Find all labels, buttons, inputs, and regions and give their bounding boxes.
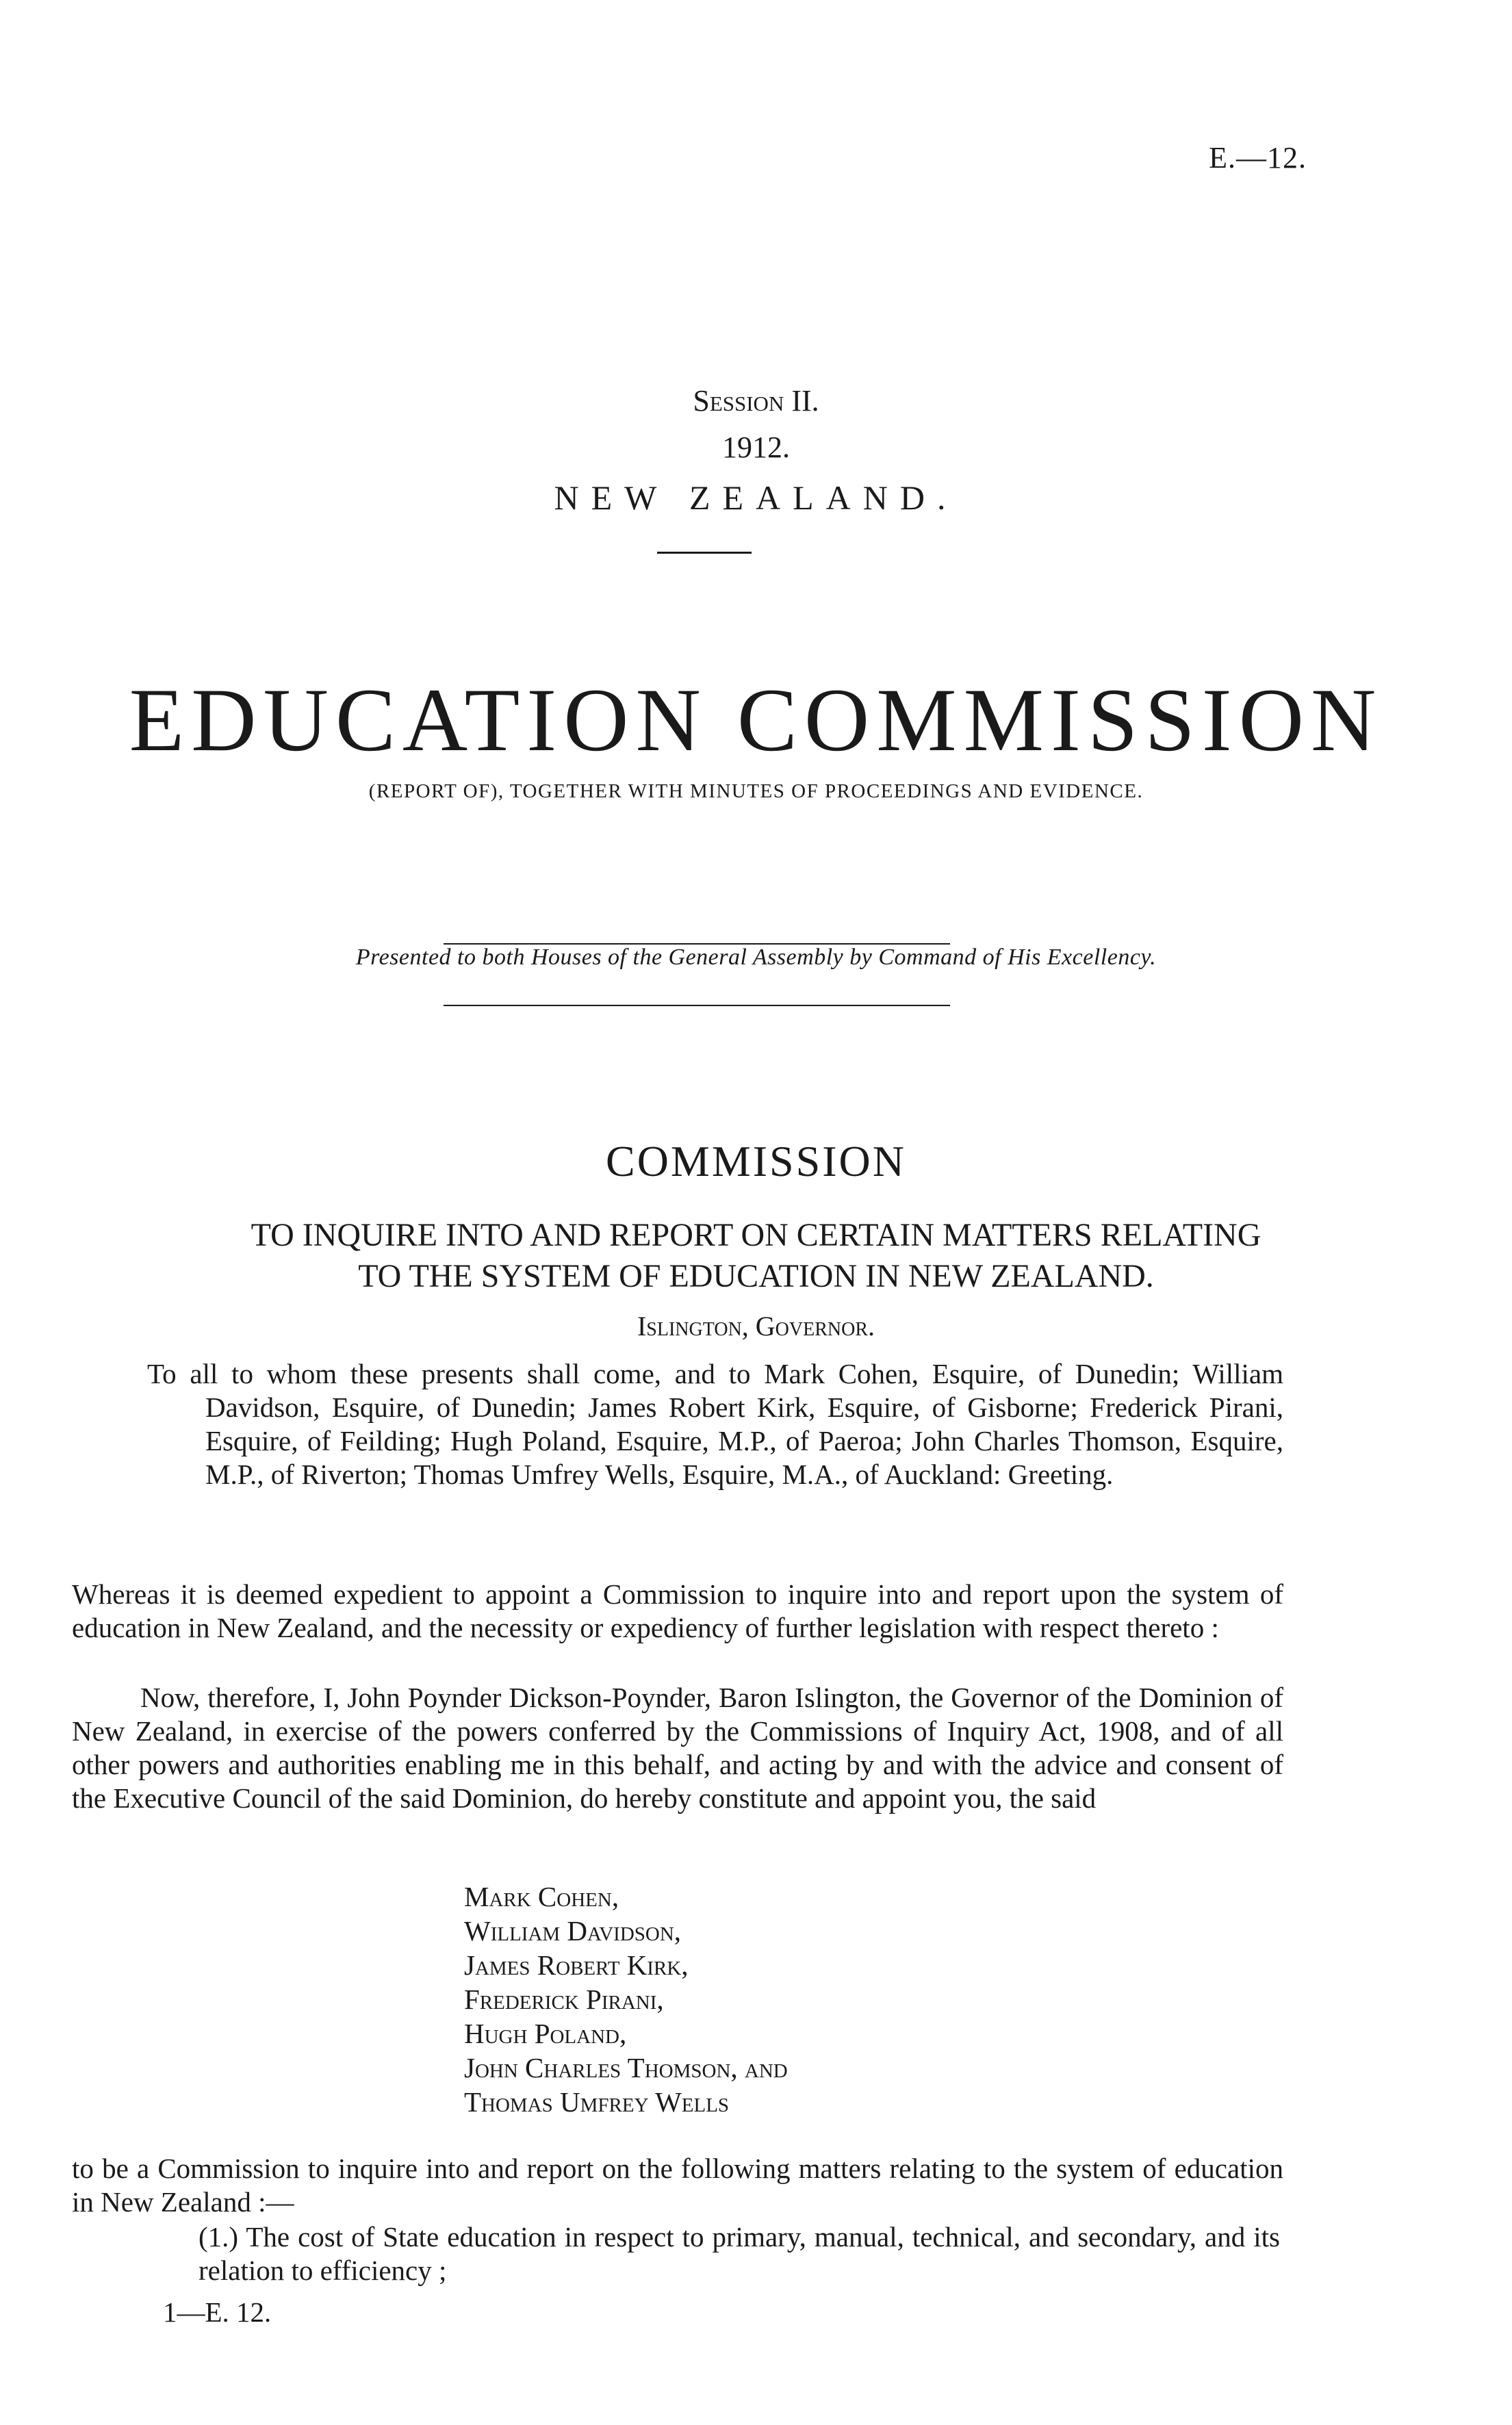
commissioner-name: Mark Cohen, — [464, 1881, 619, 1912]
commissioners-list — [464, 1879, 788, 2119]
commissioner-name: William Davidson, — [464, 1915, 682, 1947]
page-footer: 1—E. 12. — [163, 2296, 272, 2328]
commissioner-name: James Robert Kirk, — [464, 1949, 689, 1981]
commissioner-name: John Charles Thomson, and — [464, 2052, 788, 2083]
year-label: 1912. — [722, 431, 790, 464]
presented-line: Presented to both Houses of the General Assembly by Command of His Excellency. — [355, 945, 1157, 970]
commissioner-name: Frederick Pirani, — [464, 1984, 664, 2015]
subheading-line-1: TO INQUIRE INTO AND REPORT ON CERTAIN MATTERS RELATING — [251, 1217, 1261, 1253]
document-reference: E.—12. — [1209, 141, 1307, 175]
whereas-text: Whereas it is deemed expedient to appoint a Commission to inquire into and report upon the system of education in New Zealand, and the necessity or expediency of further legislation with respect thereto : — [72, 1578, 1283, 1643]
now-therefore-text: Now, therefore, I, John Poynder Dickson-Poynder, Baron Islington, the Governor of the Dominion of New Zealand, in exercise of the powers conferred by the Commissions of Inquiry Act, 1908, and of all other powers and authorities enabling me in this behalf, and acting by and with the advice and consent of the Executive Council of the said Dominion, do hereby constitute and appoint you, the said — [72, 1682, 1283, 1814]
country-label: NEW ZEALAND. — [554, 478, 958, 517]
whereas-paragraph — [72, 1578, 1283, 1645]
address-paragraph — [147, 1357, 1283, 1491]
now-therefore-paragraph — [72, 1681, 1283, 1815]
document-subtitle: (REPORT OF), TOGETHER WITH MINUTES OF PROCEEDINGS AND EVIDENCE. — [368, 780, 1144, 802]
address-text: To all to whom these presents shall come, and to Mark Cohen, Esquire, of Dunedin; William Davidson, Esquire, of Dunedin; James Robert Kirk, Esquire, of Gisborne; Frederick Pirani, Esquire, of Feilding; Hugh Poland, Esquire, M.P., of Paeroa; John Charles Thomson, Esquire, M.P., of Riverton; Thomas Umfrey Wells, Esquire, M.A., of Auckland: Greeting. — [147, 1358, 1283, 1490]
item-text: (1.) The cost of State education in respect to primary, manual, technical, and secondary, and its relation to efficiency ; — [198, 2221, 1280, 2286]
divider — [657, 552, 752, 554]
commission-heading: COMMISSION — [606, 1137, 906, 1185]
commissioner-name: Hugh Poland, — [464, 2018, 627, 2049]
commissioner-name: Thomas Umfrey Wells — [464, 2086, 730, 2118]
divider — [444, 1005, 950, 1006]
subheading-line-2: TO THE SYSTEM OF EDUCATION IN NEW ZEALAND. — [358, 1258, 1154, 1294]
commission-subheading — [0, 1215, 1512, 1297]
list-item — [198, 2220, 1280, 2287]
session-label: Session II. — [693, 384, 819, 418]
to-be-paragraph — [72, 2152, 1283, 2219]
to-be-text: to be a Commission to inquire into and report on the following matters relating to the system of education in New Zealand :— — [72, 2153, 1283, 2218]
document-title: EDUCATION COMMISSION — [129, 669, 1383, 770]
governor-signature: Islington, Governor. — [637, 1311, 875, 1342]
